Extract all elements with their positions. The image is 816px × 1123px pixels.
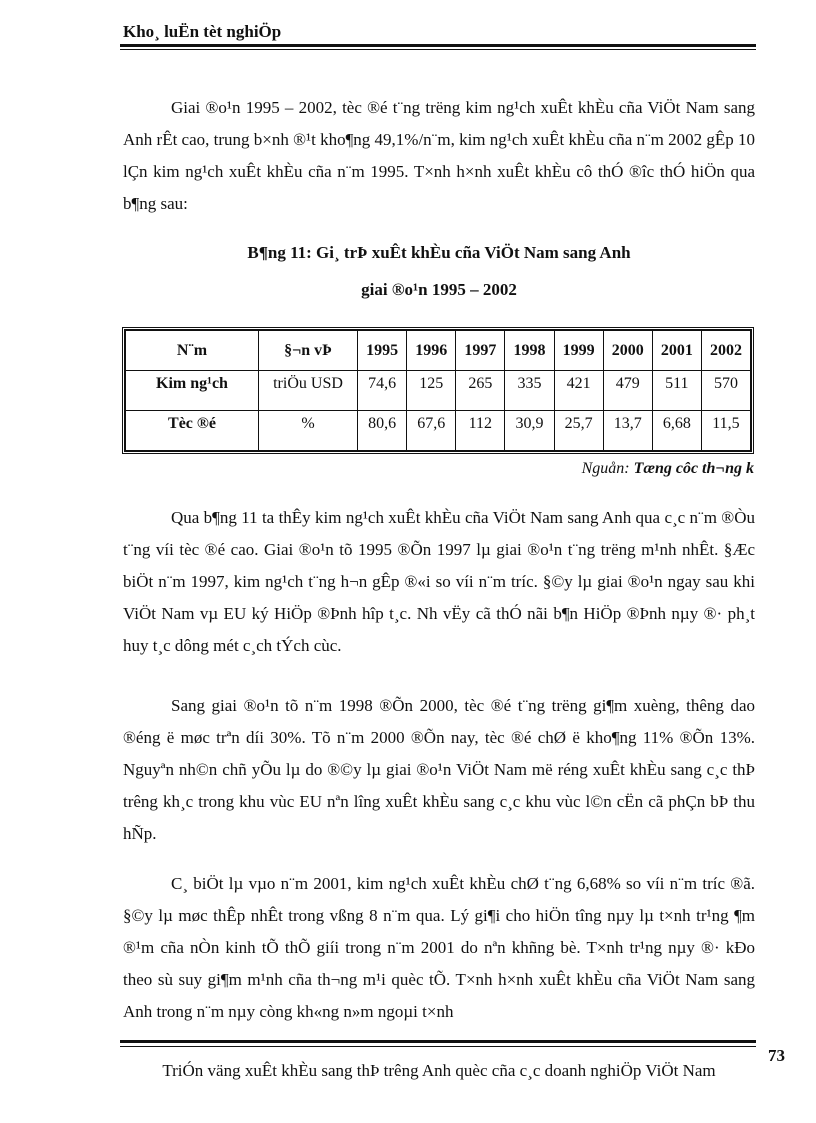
table-cell: 67,6 [407,411,456,451]
source-value: Tæng côc th¬ng k [633,460,754,477]
export-table [122,327,754,454]
col-header-1996: 1996 [407,331,456,371]
col-header-unit: §¬n vÞ [259,331,358,371]
table-cell: 80,6 [358,411,407,451]
table-cell: triÖu USD [259,371,358,411]
page-number: 73 [768,1046,785,1065]
table-cell: 6,68 [652,411,701,451]
table-cell: % [259,411,358,451]
col-header-year: N¨m [126,331,259,371]
paragraph-decline: Sang giai ®o¹n tõ n¨m 1998 ®Õn 2000, tèc ®é t¨ng trëng gi¶m xuèng, thêng dao ®éng ë møc trªn díi 30%. Tõ n¨m 2000 ®Õn nay, tèc ®é chØ ë kho¶ng 11% ®Õn 13%. Nguyªn nh©n chñ yÕu lµ do ®©y lµ giai ®o¹n ViÖt Nam më réng xuÊt khÈu sang c¸c thÞ trêng kh¸c trong khu vùc EU nªn lîng xuÊt khÈu sang c¸c khu vùc l©n cËn cã phÇn bÞ thu hÑp. [123,696,755,843]
col-header-1997: 1997 [456,331,505,371]
table-cell: 25,7 [554,411,603,451]
paragraph-analysis: Qua b¶ng 11 ta thÊy kim ng¹ch xuÊt khÈu cña ViÖt Nam sang Anh qua c¸c n¨m ®Òu t¨ng víi tèc ®é cao. Giai ®o¹n tõ 1995 ®Õn 1997 lµ giai ®o¹n t¨ng trëng m¹nh nhÊt. §Æc biÖt n¨m 1997, kim ng¹ch t¨ng h¬n gÊp ®«i so víi n¨m tríc. §©y lµ giai ®o¹n ngay sau khi ViÖt Nam vµ EU ký HiÖp ®Þnh hîp t¸c. Nh vËy cã thÓ nãi b¶n HiÖp ®Þnh nµy ®· ph¸t huy t¸c dông mét c¸ch tÝch cùc. [123,508,755,655]
table-caption-period: giai ®o¹n 1995 – 2002 [361,280,517,299]
header-rule [120,44,756,47]
table-cell: 112 [456,411,505,451]
footer-text: TriÓn väng xuÊt khÈu sang thÞ trêng Anh quèc cña c¸c doanh nghiÖp ViÖt Nam [162,1061,716,1080]
table-cell: 13,7 [603,411,652,451]
col-header-2002: 2002 [701,331,750,371]
table-header-row [126,331,751,371]
table-cell: 30,9 [505,411,554,451]
table-cell: 570 [701,371,750,411]
table-cell: 11,5 [701,411,750,451]
table-cell: 479 [603,371,652,411]
table-cell: 511 [652,371,701,411]
table-cell: 74,6 [358,371,407,411]
source-label: Nguån: [581,460,630,477]
row-label-turnover: Kim ng¹ch [126,371,259,411]
table-row-turnover [126,371,751,411]
header-title: Kho¸ luËn tèt nghiÖp [123,22,282,41]
table-caption: B¶ng 11: Gi¸ trÞ xuÊt khÈu cña ViÖt Nam sang Anh [247,243,631,262]
table-cell: 125 [407,371,456,411]
footer-rule-thin [120,1046,756,1047]
paragraph-2001: C¸ biÖt lµ vµo n¨m 2001, kim ng¹ch xuÊt khÈu chØ t¨ng 6,68% so víi n¨m tríc ®ã. §©y lµ møc thÊp nhÊt trong vßng 8 n¨m qua. Lý gi¶i cho hiÖn tîng nµy lµ t×nh tr¹ng ¶m ®¹m cña nÒn kinh tÕ thÕ giíi trong n¨m 2001 do nªn khñng bè. T×nh tr¹ng nµy ®· kÐo theo sù suy gi¶m m¹nh cña th¬ng m¹i quèc tÕ. T×nh h×nh xuÊt khÈu cña ViÖt Nam sang Anh trong n¨m nµy còng kh«ng n»m ngoµi t×nh [123,874,755,1021]
paragraph-intro: Giai ®o¹n 1995 – 2002, tèc ®é t¨ng trëng kim ng¹ch xuÊt khÈu cña ViÖt Nam sang Anh rÊt cao, trung b×nh ®¹t kho¶ng 49,1%/n¨m, kim ng¹ch xuÊt khÈu cña n¨m 2002 gÊp 10 lÇn kim ng¹ch xuÊt khÈu cña n¨m 1995. T×nh h×nh xuÊt khÈu cô thÓ ®îc thÓ hiÖn qua b¶ng sau: [123,98,756,213]
table-cell: 421 [554,371,603,411]
col-header-1999: 1999 [554,331,603,371]
header-rule-thin [120,49,756,50]
col-header-2000: 2000 [603,331,652,371]
table-source [582,460,754,478]
footer-rule [120,1040,756,1043]
col-header-1995: 1995 [358,331,407,371]
table-cell: 265 [456,371,505,411]
col-header-1998: 1998 [505,331,554,371]
col-header-2001: 2001 [652,331,701,371]
table-cell: 335 [505,371,554,411]
row-label-growth: Tèc ®é [126,411,259,451]
table-row-growth [126,411,751,451]
